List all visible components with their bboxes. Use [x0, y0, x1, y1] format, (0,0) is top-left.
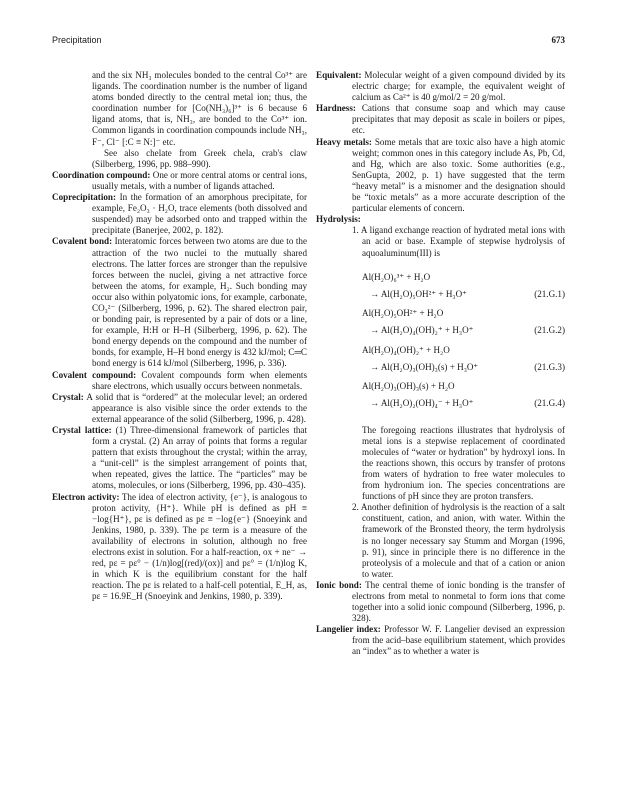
glossary-term: Electron activity: — [52, 491, 120, 502]
glossary-entry — [316, 580, 565, 624]
glossary-entry — [52, 370, 307, 392]
glossary-definition: One or more central atoms or central ions, usually metals, with a number of ligands attached. — [92, 169, 307, 191]
glossary-term: Hardness: — [316, 103, 356, 114]
page-number: 673 — [551, 35, 565, 45]
glossary-definition: Covalent compounds form when elements share electrons, which usually occurs between nonmetals. — [92, 369, 307, 391]
glossary-entry — [316, 103, 565, 136]
glossary-definition: Molecular weight of a given compound divided by its electric charge; for example, the equivalent weight of calcium as Ca²⁺ is 40 g/mol/2 = 20 g/mol. — [352, 70, 565, 103]
glossary-definition: A solid that is “ordered” at the molecular level; an ordered appearance is also visible since the order extends to the external appearance of the solid (Silberberg, 1996, p. 428). — [86, 391, 307, 424]
glossary-entry — [316, 70, 565, 103]
equation-products: → Al(H₂O)₃(OH)₃(s) + H₃O⁺ — [370, 361, 479, 372]
glossary-definition: Interatomic forces between two atoms are due to the attraction of the two nuclei to the mutually shared electrons. The latter forces are stronger than the repulsive forces between the nuclei, giving a net attractive force between the atoms, for example, H₂. Such bonding may occur also within polyatomic ions, for example, carbonate, CO₃²⁻ (Silberberg, 1996, p. 62). The shared electron pair, or bonding pair, is represented by a pair of dots or a line, for example, H:H or H–H (Silberberg, 1996, p. 62). The bond energy depends on the compound and the number of bonds, for example, H–H bond energy is 432 kJ/mol; C═C bond energy is 614 kJ/mol (Silberberg, 1996, p. 336). — [92, 236, 307, 369]
glossary-term: Covalent bond: — [52, 236, 113, 247]
hydrolysis-item-2: 2. Another definition of hydrolysis is the reaction of a salt constituent, cation, and anion, with water. Within the framework of the Bronsted theory, the term hydrolysis is no longer necessary say Stumm and Morgan (1996, p. 91), since in principle there is no difference in the proteolysis of a molecule and that of a cation or anion to water. — [352, 502, 565, 579]
glossary-term: Heavy metals: — [316, 136, 372, 147]
equation-number: (21.G.4) — [534, 398, 565, 409]
running-title: Precipitation — [52, 35, 102, 45]
equation-reactants: Al(H₂O)₄(OH)₂⁺ + H₂O — [362, 344, 450, 355]
hydrolysis-explanation: The foregoing reactions illustrates that hydrolysis of metal ions is a stepwise replacement of coordinated molecules of “water or hydration” by hydroxyl ions. In the reactions shown, this occurs by transfer of protons from waters of hydration to free water molecules to from hydronium ion. The species concentrations are functions of pH since they are proton transfers. — [362, 424, 565, 502]
glossary-term: Crystal: — [52, 391, 84, 402]
equation-products: → Al(H₂O)₅OH²⁺ + H₃O⁺ — [370, 288, 467, 299]
equation-reactants: Al(H₂O)₆³⁺ + H₂O — [362, 271, 431, 282]
equation-number: (21.G.2) — [534, 325, 565, 336]
glossary-definition: The central theme of ionic bonding is the transfer of electrons from metal to nonmetal to form ions that come together into a solid ionic compound (Silberberg, 1996, p. 328). — [352, 579, 565, 624]
glossary-entry — [316, 137, 565, 215]
glossary-entry — [52, 425, 307, 492]
glossary-entry — [52, 170, 307, 192]
right-column — [316, 70, 565, 658]
equation-number: (21.G.1) — [534, 288, 565, 299]
glossary-definition: Professor W. F. Langelier devised an expression from the acid–base equilibrium statement, which provides an “index” as to whether a water is — [352, 624, 565, 657]
equation-reactants: Al(H₂O)₃(OH)₃(s) + H₂O — [362, 381, 455, 392]
glossary-term: Langelier index: — [316, 624, 381, 635]
glossary-term: Equivalent: — [316, 70, 362, 80]
equation-reactants: Al(H₂O)₅OH²⁺ + H₂O — [362, 308, 444, 319]
glossary-definition: Some metals that are toxic also have a high atomic weight; common ones in this category include As, Pb, Cd, and Hg, which are also toxic. Some authorities (e.g., SenGupta, 2002, p. 1) have suggested that the term “heavy metal” is a misnomer and the designation should be “toxic metals” as a more accurate description of the particular elements of concern. — [352, 136, 566, 214]
continuation-paragraph: and the six NH₃ molecules bonded to the central Co³⁺ are ligands. The coordination number is the number of ligand atoms bonded directly to the central metal ion; thus, the coordination number for [Co(NH₃)₆]³⁺ is 6 because 6 ligand atoms, that is, NH₃, are bonded to the Co³⁺ ion. Common ligands in coordination compounds include NH₃, F⁻, Cl⁻ [:C ≡ N:]⁻ etc. — [92, 70, 307, 147]
glossary-entry — [52, 236, 307, 369]
glossary-term: Covalent compound: — [52, 369, 137, 380]
chemical-equation — [362, 378, 565, 415]
glossary-entry — [316, 624, 565, 657]
glossary-entry — [52, 392, 307, 425]
equation-block — [316, 269, 565, 415]
chemical-equation — [362, 342, 565, 379]
see-also-paragraph: See also chelate from Greek chela, crab's claw (Silberberg, 1996, pp. 988–990). — [92, 147, 307, 169]
glossary-definition: (1) Three-dimensional framework of particles that form a crystal. (2) An array of points that forms a regular pattern that exists throughout the crystal; within the array, a “unit-cell” is the simplest arrangement of points that, when repeated, gives the lattice. The “particles” may be atoms, molecules, or ions (Silberberg, 1996, pp. 430–435). — [92, 425, 307, 491]
glossary-term-hydrolysis: Hydrolysis: — [316, 214, 361, 225]
equation-products: → Al(H₂O)₂(OH)₄⁻ + H₃O⁺ — [370, 398, 474, 409]
glossary-term: Ionic bond: — [316, 579, 362, 590]
equation-products: → Al(H₂O)₄(OH)₂⁺ + H₃O⁺ — [370, 325, 474, 336]
glossary-entry — [52, 492, 307, 603]
equation-number: (21.G.3) — [534, 361, 565, 372]
glossary-definition: Cations that consume soap and which may cause precipitates that may deposit as scale in boilers or pipes, etc. — [352, 103, 565, 136]
left-column — [52, 70, 307, 603]
glossary-term: Crystal lattice: — [52, 425, 112, 435]
glossary-definition: The idea of electron activity, {e⁻}, is analogous to proton activity, {H⁺}. While pH is defined as pH ≡ −log{H⁺}, pε is defined as pε ≡ −log{e⁻} (Snoeyink and Jenkins, 1980, p. 339). The pε term is a measure of the availability of electrons in solution, although no free electrons exist in solution. For a half-reaction, ox + ne⁻ → red, pε = pε° − (1/n)log[(red)/(ox)] and pε° = (1/n)log K, in which K is the equilibrium constant for the half reaction. The pε is related to a half-cell potential, E_H, as, pε = 16.9E_H (Snoeyink and Jenkins, 1980, p. 339). — [92, 491, 307, 602]
glossary-term: Coordination compound: — [52, 169, 151, 180]
glossary-entry — [52, 192, 307, 236]
chemical-equation — [362, 305, 565, 342]
glossary-term: Coprecipitation: — [52, 192, 116, 203]
chemical-equation — [362, 269, 565, 306]
hydrolysis-item-1: 1. A ligand exchange reaction of hydrated metal ions with an acid or base. Example of stepwise hydrolysis of aquoaluminum(III) is — [352, 225, 565, 258]
glossary-definition: In the formation of an amorphous precipitate, for example, Fe₂O₃ · H₂O, trace elements (both dissolved and suspended) may be adsorbed onto and trapped within the precipitate (Banerjee, 2002, p. 182). — [92, 192, 307, 236]
